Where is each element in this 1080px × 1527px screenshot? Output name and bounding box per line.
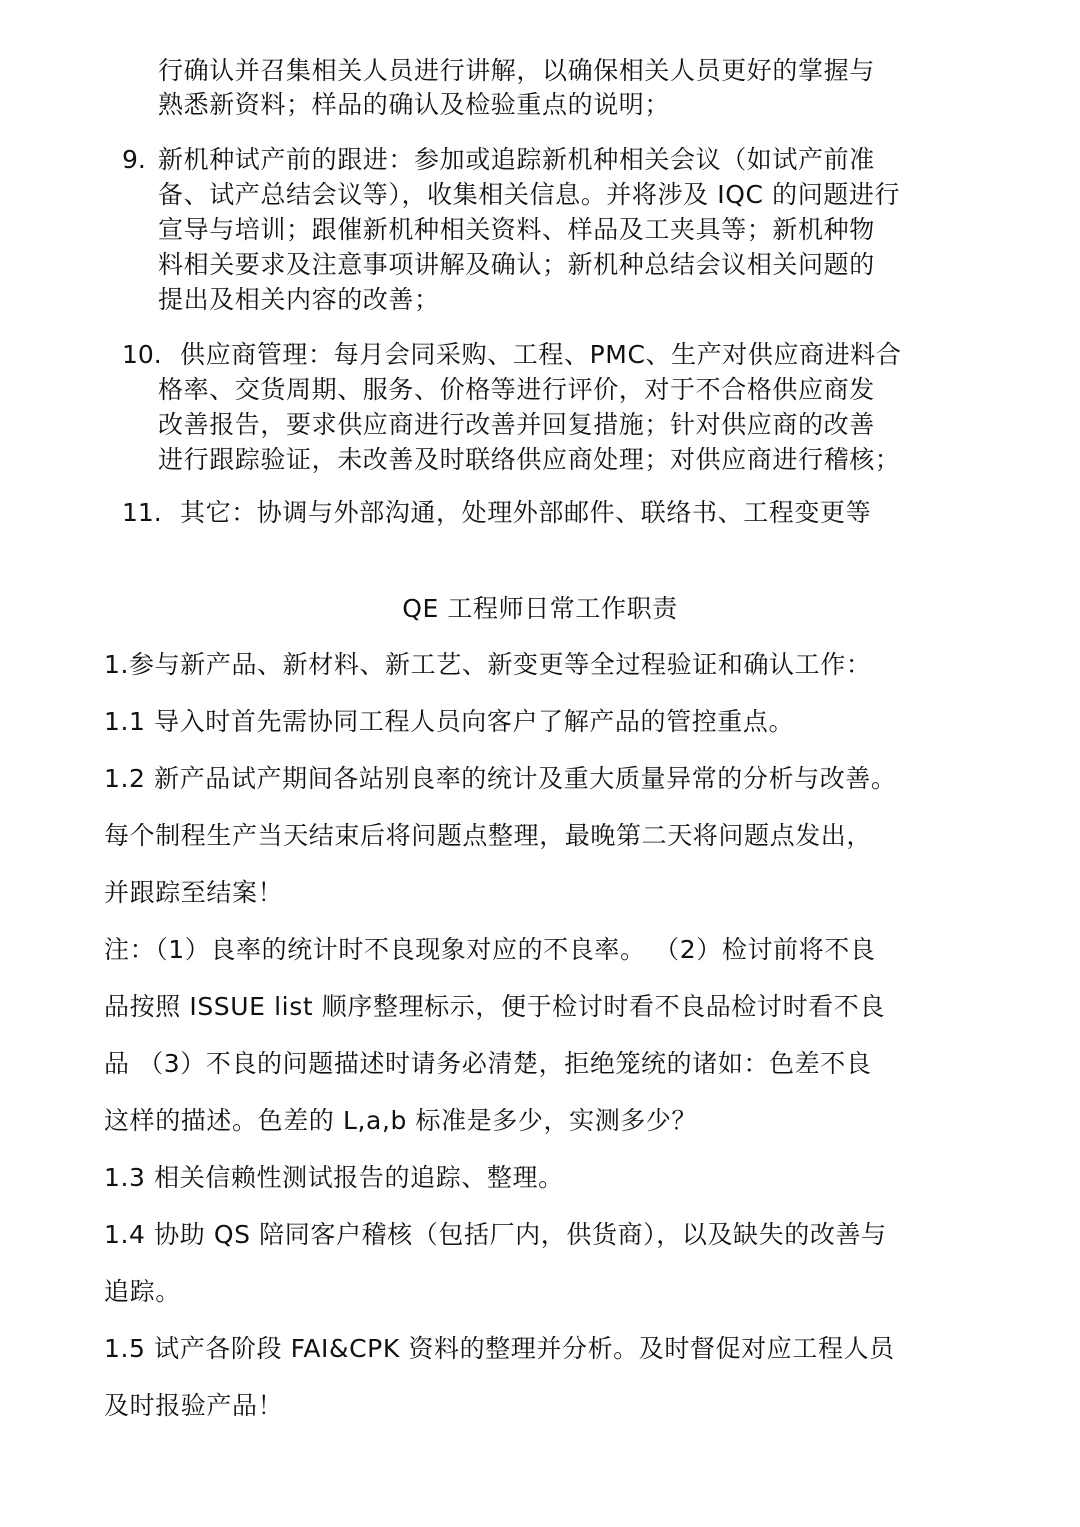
text-line: 行确认并召集相关人员进行讲解，以确保相关人员更好的掌握与	[158, 56, 875, 85]
text-line: 1.2 新产品试产期间各站别良率的统计及重大质量异常的分析与改善。	[104, 764, 897, 793]
text-line: 供应商管理：每月会同采购、工程、PMC、生产对供应商进料合	[180, 340, 902, 369]
text-line: 品按照 ISSUE list 顺序整理标示，便于检讨时看不良品检讨时看不良	[104, 992, 885, 1021]
text-line: 进行跟踪验证，未改善及时联络供应商处理；对供应商进行稽核；	[158, 445, 901, 474]
text-line: 宣导与培训；跟催新机种相关资料、样品及工夹具等；新机种物	[158, 215, 875, 244]
text-line: 这样的描述。色差的 L,a,b 标准是多少，实测多少？	[104, 1106, 698, 1135]
text-line: 1.参与新产品、新材料、新工艺、新变更等全过程验证和确认工作：	[104, 650, 872, 679]
text-line: 注：（1）良率的统计时不良现象对应的不良率。 （2）检讨前将不良	[104, 935, 876, 964]
text-line: 1.1 导入时首先需协同工程人员向客户了解产品的管控重点。	[104, 707, 795, 736]
text-line: 其它：协调与外部沟通，处理外部邮件、联络书、工程变更等	[180, 498, 872, 527]
text-line: 并跟踪至结案！	[104, 878, 284, 907]
text-line: 及时报验产品！	[104, 1391, 284, 1420]
text-line: 熟悉新资料；样品的确认及检验重点的说明；	[158, 90, 671, 119]
text-line: 1.5 试产各阶段 FAI&CPK 资料的整理并分析。及时督促对应工程人员	[104, 1334, 895, 1363]
text-line: 料相关要求及注意事项讲解及确认；新机种总结会议相关问题的	[158, 250, 875, 279]
list-item-number: 11.	[122, 498, 162, 527]
text-line: 追踪。	[104, 1277, 181, 1306]
section-title: QE 工程师日常工作职责	[402, 594, 678, 623]
text-line: 新机种试产前的跟进：参加或追踪新机种相关会议（如试产前准	[158, 145, 875, 174]
text-line: 提出及相关内容的改善；	[158, 285, 440, 314]
text-line: 1.3 相关信赖性测试报告的追踪、整理。	[104, 1163, 564, 1192]
text-line: 品 （3）不良的问题描述时请务必清楚，拒绝笼统的诸如：色差不良	[104, 1049, 872, 1078]
text-line: 1.4 协助 QS 陪同客户稽核（包括厂内，供货商），以及缺失的改善与	[104, 1220, 887, 1249]
list-item-number: 9.	[122, 145, 146, 174]
text-line: 格率、交货周期、服务、价格等进行评价，对于不合格供应商发	[158, 375, 875, 404]
text-line: 每个制程生产当天结束后将问题点整理，最晚第二天将问题点发出，	[104, 821, 873, 850]
text-line: 备、试产总结会议等），收集相关信息。并将涉及 IQC 的问题进行	[158, 180, 901, 209]
list-item-number: 10.	[122, 340, 162, 369]
text-line: 改善报告，要求供应商进行改善并回复措施；针对供应商的改善	[158, 410, 875, 439]
